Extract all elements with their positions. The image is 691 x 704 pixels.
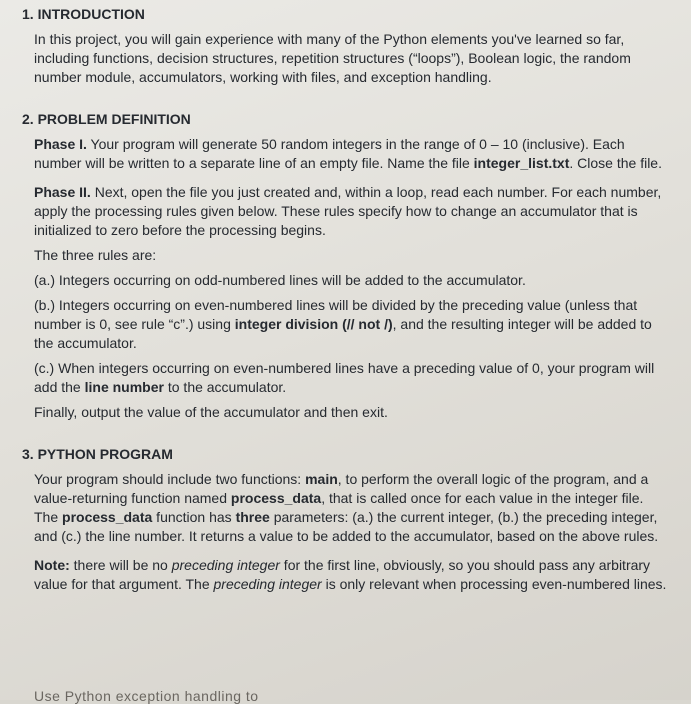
phase-one-text: Your program will generate 50 random integers in the range of 0 – 10 (inclusive). Each number will be written to a separate line of an empty file. Name the file (34, 136, 625, 171)
phase-one-label: Phase I. (34, 136, 87, 152)
python-paragraph (22, 470, 671, 546)
rule-c-emphasis: line number (84, 379, 164, 395)
finally-line: Finally, output the value of the accumulator and then exit. (34, 404, 388, 420)
rules-intro: The three rules are: (34, 247, 157, 263)
rule-c-text: (c.) When integers occurring on even-numbered lines have a preceding value of 0, your program will add the (34, 360, 655, 395)
note-emphasis-1: preceding integer (171, 557, 280, 573)
python-text-e: parameters: (a.) the current integer, (b.) the preceding integer, and (c.) the line number. It returns a value to be added to the accumulator, based on the above rules. (34, 509, 659, 544)
note-paragraph (22, 556, 671, 594)
rule-c (22, 359, 671, 397)
rule-b-emphasis: integer division (// not /) (234, 316, 393, 332)
rule-c-end: to the accumulator. (163, 379, 287, 395)
file-name: integer_list.txt (473, 155, 570, 171)
python-text-b: , to perform the overall logic of the program, and a value-returning function named (34, 471, 649, 506)
note-text-a: there will be no (69, 557, 172, 573)
note-text-b: for the first line, obviously, so you should pass any arbitrary value for that argument. The (34, 557, 651, 592)
python-text-d: function has (152, 509, 236, 525)
section-heading-python-program: 3. PYTHON PROGRAM (22, 446, 173, 462)
phase-one-end: . Close the file. (569, 155, 662, 171)
function-process-data-2: process_data (62, 509, 153, 525)
python-text-a: Your program should include two functions: (34, 471, 306, 487)
section-heading-introduction: 1. INTRODUCTION (22, 6, 145, 22)
param-count: three (235, 509, 270, 525)
phase-one-paragraph (22, 135, 671, 173)
cut-off-line: Use Python exception handling to (34, 688, 259, 704)
note-emphasis-2: preceding integer (213, 576, 322, 592)
function-main: main (305, 471, 338, 487)
section-heading-problem-definition: 2. PROBLEM DEFINITION (22, 111, 191, 127)
note-text-c: is only relevant when processing even-numbered lines. (321, 576, 667, 592)
rule-a: (a.) Integers occurring on odd-numbered lines will be added to the accumulator. (34, 272, 526, 288)
note-label: Note: (34, 557, 70, 573)
rule-b-end: , and the resulting integer will be added to the accumulator. (34, 316, 652, 351)
function-process-data: process_data (230, 490, 322, 506)
phase-two-paragraph (22, 183, 671, 240)
rule-b (22, 296, 671, 353)
python-text-c: , that is called once for each value in the integer file. The (34, 490, 644, 525)
phase-two-label: Phase II. (34, 184, 91, 200)
rule-b-text: (b.) Integers occurring on even-numbered lines will be divided by the preceding value (unless that number is 0, see rule “c”.) using (34, 297, 638, 332)
intro-paragraph: In this project, you will gain experience with many of the Python elements you've learned so far, including functions, decision structures, repetition structures (“loops”), Boolean logic, the random number module, accumulators, working with files, and exception handling. (34, 31, 631, 85)
phase-two-text: Next, open the file you just created and, within a loop, read each number. For each number, apply the processing rules given below. These rules specify how to change an accumulator that is initialized to zero before the processing begins. (34, 184, 662, 238)
